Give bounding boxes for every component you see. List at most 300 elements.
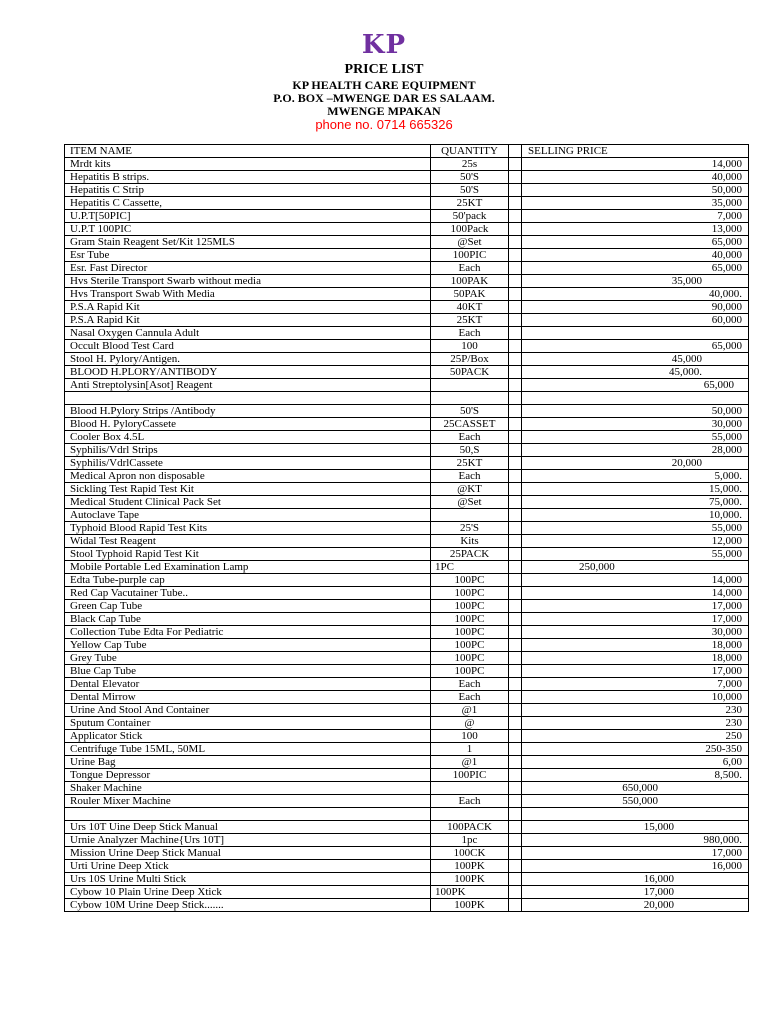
spacer-cell [509, 639, 522, 652]
quantity-cell: @Set [431, 496, 509, 509]
item-name-cell: Urnie Analyzer Machine{Urs 10T] [65, 834, 431, 847]
spacer-cell [509, 340, 522, 353]
selling-price-cell: 17,000 [522, 847, 749, 860]
spacer-cell [509, 522, 522, 535]
quantity-cell: 25KT [431, 314, 509, 327]
item-name-cell: Green Cap Tube [65, 600, 431, 613]
table-row [65, 665, 749, 678]
table-row [65, 236, 749, 249]
quantity-cell: Each [431, 678, 509, 691]
table-row [65, 275, 749, 288]
spacer-cell [509, 704, 522, 717]
item-name-cell: U.P.T 100PIC [65, 223, 431, 236]
quantity-cell [431, 379, 509, 392]
quantity-cell: 50'S [431, 184, 509, 197]
selling-price-cell: 65,000 [522, 236, 749, 249]
quantity-cell: Each [431, 691, 509, 704]
quantity-cell: 25PACK [431, 548, 509, 561]
item-name-cell: Collection Tube Edta For Pediatric [65, 626, 431, 639]
quantity-cell: Each [431, 470, 509, 483]
quantity-cell: 100PC [431, 587, 509, 600]
table-row [65, 899, 749, 912]
selling-price-cell: 35,000 [522, 197, 749, 210]
column-header-spacer [509, 145, 522, 158]
spacer-cell [509, 496, 522, 509]
table-row [65, 223, 749, 236]
selling-price-cell: 50,000 [522, 405, 749, 418]
selling-price-cell: 15,000 [522, 821, 749, 834]
selling-price-cell: 18,000 [522, 652, 749, 665]
quantity-cell: 40KT [431, 301, 509, 314]
item-name-cell: Autoclave Tape [65, 509, 431, 522]
quantity-cell: 1 [431, 743, 509, 756]
table-row [65, 834, 749, 847]
spacer-cell [509, 314, 522, 327]
selling-price-cell: 30,000 [522, 626, 749, 639]
spacer-cell [509, 431, 522, 444]
quantity-cell: 100PC [431, 652, 509, 665]
spacer-cell [509, 171, 522, 184]
spacer-cell [509, 795, 522, 808]
table-row [65, 184, 749, 197]
table-row [65, 639, 749, 652]
item-name-cell: Blue Cap Tube [65, 665, 431, 678]
spacer-cell [509, 665, 522, 678]
spacer-cell [509, 626, 522, 639]
selling-price-cell: 55,000 [522, 431, 749, 444]
table-row [65, 795, 749, 808]
spacer-cell [509, 535, 522, 548]
item-name-cell: Hepatitis C Strip [65, 184, 431, 197]
spacer-cell [509, 509, 522, 522]
selling-price-cell: 250 [522, 730, 749, 743]
spacer-cell [509, 821, 522, 834]
selling-price-cell: 650,000 [522, 782, 749, 795]
quantity-cell: 25CASSET [431, 418, 509, 431]
quantity-cell: 100PC [431, 665, 509, 678]
table-row [65, 522, 749, 535]
kp-logo: KP [361, 30, 407, 60]
spacer-cell [509, 600, 522, 613]
company-name: KP HEALTH CARE EQUIPMENT [292, 78, 476, 92]
spacer-cell [509, 899, 522, 912]
table-header-row [65, 145, 749, 158]
quantity-cell: 100PC [431, 639, 509, 652]
spacer-cell [509, 483, 522, 496]
table-row [65, 353, 749, 366]
table-row [65, 470, 749, 483]
item-name-cell: Gram Stain Reagent Set/Kit 125MLS [65, 236, 431, 249]
item-name-cell: Esr. Fast Director [65, 262, 431, 275]
table-row [65, 847, 749, 860]
quantity-cell: 50,S [431, 444, 509, 457]
selling-price-cell: 60,000 [522, 314, 749, 327]
item-name-cell: Centrifuge Tube 15ML, 50ML [65, 743, 431, 756]
selling-price-cell: 28,000 [522, 444, 749, 457]
spacer-cell [509, 327, 522, 340]
table-row [65, 496, 749, 509]
spacer-cell [509, 236, 522, 249]
column-header-selling-price: SELLING PRICE [522, 145, 749, 158]
selling-price-cell: 65,000 [522, 379, 749, 392]
quantity-cell: 100PC [431, 626, 509, 639]
selling-price-cell: 65,000 [522, 262, 749, 275]
table-row [65, 886, 749, 899]
quantity-cell: @1 [431, 756, 509, 769]
selling-price-cell: 20,000 [522, 899, 749, 912]
spacer-cell [509, 561, 522, 574]
table-row [65, 587, 749, 600]
spacer-cell [509, 613, 522, 626]
table-row [65, 444, 749, 457]
table-row [65, 769, 749, 782]
quantity-cell: 50'S [431, 171, 509, 184]
selling-price-cell: 40,000 [522, 249, 749, 262]
quantity-cell: 25KT [431, 197, 509, 210]
item-name-cell: Dental Elevator [65, 678, 431, 691]
item-name-cell: Widal Test Reagent [65, 535, 431, 548]
spacer-cell [509, 457, 522, 470]
selling-price-cell: 230 [522, 704, 749, 717]
table-row [65, 717, 749, 730]
selling-price-cell: 45,000. [522, 366, 749, 379]
quantity-cell: 1pc [431, 834, 509, 847]
table-row [65, 379, 749, 392]
table-row [65, 821, 749, 834]
quantity-cell: 100PC [431, 613, 509, 626]
item-name-cell: Syphilis/VdrlCassete [65, 457, 431, 470]
table-row [65, 600, 749, 613]
spacer-cell [509, 769, 522, 782]
item-name-cell: Hepatitis C Cassette, [65, 197, 431, 210]
item-name-cell: Cybow 10 Plain Urine Deep Xtick [65, 886, 431, 899]
selling-price-cell: 90,000 [522, 301, 749, 314]
table-row [65, 691, 749, 704]
item-name-cell: Tongue Depressor [65, 769, 431, 782]
table-row [65, 457, 749, 470]
spacer-cell [509, 587, 522, 600]
item-name-cell: Black Cap Tube [65, 613, 431, 626]
item-name-cell: Dental Mirrow [65, 691, 431, 704]
item-name-cell: U.P.T[50PIC] [65, 210, 431, 223]
spacer-cell [509, 158, 522, 171]
quantity-cell: 100PAK [431, 275, 509, 288]
item-name-cell: Hepatitis B strips. [65, 171, 431, 184]
phone-number: phone no. 0714 665326 [315, 117, 453, 132]
spacer-cell [509, 782, 522, 795]
quantity-cell: 100PK [431, 873, 509, 886]
item-name-cell: Stool Typhoid Rapid Test Kit [65, 548, 431, 561]
spacer-cell [509, 574, 522, 587]
item-name-cell: Nasal Oxygen Cannula Adult [65, 327, 431, 340]
selling-price-cell: 40,000. [522, 288, 749, 301]
quantity-cell: Each [431, 795, 509, 808]
table-row [65, 626, 749, 639]
spacer-cell [509, 678, 522, 691]
selling-price-cell: 10,000 [522, 691, 749, 704]
selling-price-cell: 17,000 [522, 886, 749, 899]
item-name-cell: Mrdt kits [65, 158, 431, 171]
quantity-cell: 25s [431, 158, 509, 171]
selling-price-cell: 10,000. [522, 509, 749, 522]
spacer-cell [509, 717, 522, 730]
quantity-cell: Kits [431, 535, 509, 548]
quantity-cell: Each [431, 262, 509, 275]
table-row [65, 366, 749, 379]
table-row [65, 860, 749, 873]
selling-price-cell: 16,000 [522, 873, 749, 886]
table-row [65, 574, 749, 587]
quantity-cell: @ [431, 717, 509, 730]
item-name-cell: Hvs Sterile Transport Swarb without media [65, 275, 431, 288]
spacer-cell [509, 834, 522, 847]
table-row [65, 392, 749, 405]
selling-price-cell: 7,000 [522, 678, 749, 691]
spacer-cell [509, 197, 522, 210]
table-row [65, 171, 749, 184]
spacer-cell [509, 301, 522, 314]
quantity-cell: 100PC [431, 574, 509, 587]
spacer-cell [509, 262, 522, 275]
quantity-cell: @Set [431, 236, 509, 249]
table-row [65, 652, 749, 665]
item-name-cell: Edta Tube-purple cap [65, 574, 431, 587]
selling-price-cell: 13,000 [522, 223, 749, 236]
selling-price-cell: 250-350 [522, 743, 749, 756]
quantity-cell: 100PC [431, 600, 509, 613]
selling-price-cell: 55,000 [522, 548, 749, 561]
spacer-cell [509, 288, 522, 301]
item-name-cell: Applicator Stick [65, 730, 431, 743]
page-title: PRICE LIST [344, 62, 424, 77]
spacer-cell [509, 743, 522, 756]
quantity-cell: 1PC [431, 561, 509, 574]
table-row [65, 249, 749, 262]
item-name-cell [65, 392, 431, 405]
selling-price-cell: 45,000 [522, 353, 749, 366]
item-name-cell: Shaker Machine [65, 782, 431, 795]
quantity-cell: 25KT [431, 457, 509, 470]
spacer-cell [509, 873, 522, 886]
selling-price-cell: 12,000 [522, 535, 749, 548]
table-row [65, 743, 749, 756]
item-name-cell: Sputum Container [65, 717, 431, 730]
spacer-cell [509, 405, 522, 418]
spacer-cell [509, 366, 522, 379]
item-name-cell: Yellow Cap Tube [65, 639, 431, 652]
table-row [65, 613, 749, 626]
item-name-cell: Sickling Test Rapid Test Kit [65, 483, 431, 496]
spacer-cell [509, 249, 522, 262]
item-name-cell: P.S.A Rapid Kit [65, 314, 431, 327]
selling-price-cell: 550,000 [522, 795, 749, 808]
spacer-cell [509, 379, 522, 392]
selling-price-cell [522, 392, 749, 405]
item-name-cell: Stool H. Pylory/Antigen. [65, 353, 431, 366]
item-name-cell: Mission Urine Deep Stick Manual [65, 847, 431, 860]
selling-price-cell [522, 327, 749, 340]
quantity-cell: @KT [431, 483, 509, 496]
table-row [65, 158, 749, 171]
spacer-cell [509, 808, 522, 821]
spacer-cell [509, 275, 522, 288]
spacer-cell [509, 691, 522, 704]
selling-price-cell: 75,000. [522, 496, 749, 509]
table-row [65, 301, 749, 314]
item-name-cell: Rouler Mixer Machine [65, 795, 431, 808]
item-name-cell: Medical Apron non disposable [65, 470, 431, 483]
table-row [65, 548, 749, 561]
selling-price-cell: 17,000 [522, 600, 749, 613]
selling-price-cell: 17,000 [522, 665, 749, 678]
quantity-cell: Each [431, 327, 509, 340]
quantity-cell [431, 782, 509, 795]
quantity-cell: 25'S [431, 522, 509, 535]
table-row [65, 483, 749, 496]
table-row [65, 327, 749, 340]
price-table [64, 144, 749, 912]
selling-price-cell: 40,000 [522, 171, 749, 184]
quantity-cell: 100Pack [431, 223, 509, 236]
spacer-cell [509, 210, 522, 223]
selling-price-cell: 17,000 [522, 613, 749, 626]
spacer-cell [509, 756, 522, 769]
item-name-cell: P.S.A Rapid Kit [65, 301, 431, 314]
item-name-cell: Urs 10S Urine Multi Stick [65, 873, 431, 886]
table-row [65, 756, 749, 769]
table-row [65, 197, 749, 210]
selling-price-cell: 30,000 [522, 418, 749, 431]
selling-price-cell: 20,000 [522, 457, 749, 470]
table-row [65, 262, 749, 275]
item-name-cell: Urine Bag [65, 756, 431, 769]
table-row [65, 340, 749, 353]
quantity-cell: 100 [431, 340, 509, 353]
spacer-cell [509, 223, 522, 236]
selling-price-cell: 7,000 [522, 210, 749, 223]
company-area: MWENGE MPAKAN [327, 104, 441, 118]
spacer-cell [509, 652, 522, 665]
item-name-cell: Red Cap Vacutainer Tube.. [65, 587, 431, 600]
item-name-cell: Cooler Box 4.5L [65, 431, 431, 444]
selling-price-cell: 230 [522, 717, 749, 730]
quantity-cell: 25P/Box [431, 353, 509, 366]
column-header-quantity: QUANTITY [431, 145, 509, 158]
quantity-cell: 50PACK [431, 366, 509, 379]
item-name-cell: Urs 10T Uine Deep Stick Manual [65, 821, 431, 834]
quantity-cell: 100 [431, 730, 509, 743]
item-name-cell: Cybow 10M Urine Deep Stick....... [65, 899, 431, 912]
quantity-cell [431, 808, 509, 821]
table-row [65, 561, 749, 574]
quantity-cell: 100PIC [431, 769, 509, 782]
table-row [65, 210, 749, 223]
company-address: P.O. BOX –MWENGE DAR ES SALAAM. [273, 91, 495, 105]
table-row [65, 873, 749, 886]
table-row [65, 730, 749, 743]
item-name-cell: Blood H. PyloryCassete [65, 418, 431, 431]
column-header-item-name: ITEM NAME [65, 145, 431, 158]
item-name-cell: Grey Tube [65, 652, 431, 665]
item-name-cell: Occult Blood Test Card [65, 340, 431, 353]
selling-price-cell: 18,000 [522, 639, 749, 652]
item-name-cell [65, 808, 431, 821]
table-row [65, 782, 749, 795]
quantity-cell: 50'pack [431, 210, 509, 223]
spacer-cell [509, 353, 522, 366]
selling-price-cell: 50,000 [522, 184, 749, 197]
selling-price-cell: 16,000 [522, 860, 749, 873]
spacer-cell [509, 184, 522, 197]
quantity-cell: 100PK [431, 886, 509, 899]
item-name-cell: Esr Tube [65, 249, 431, 262]
table-row [65, 704, 749, 717]
item-name-cell: Urti Urine Deep Xtick [65, 860, 431, 873]
quantity-cell: 100PIC [431, 249, 509, 262]
spacer-cell [509, 847, 522, 860]
selling-price-cell: 35,000 [522, 275, 749, 288]
table-row [65, 431, 749, 444]
item-name-cell: Typhoid Blood Rapid Test Kits [65, 522, 431, 535]
spacer-cell [509, 860, 522, 873]
selling-price-cell: 14,000 [522, 587, 749, 600]
selling-price-cell: 6,00 [522, 756, 749, 769]
table-row [65, 808, 749, 821]
quantity-cell [431, 509, 509, 522]
spacer-cell [509, 444, 522, 457]
quantity-cell [431, 392, 509, 405]
table-row [65, 405, 749, 418]
item-name-cell: Syphilis/Vdrl Strips [65, 444, 431, 457]
item-name-cell: BLOOD H.PLORY/ANTIBODY [65, 366, 431, 379]
spacer-cell [509, 548, 522, 561]
selling-price-cell: 5,000. [522, 470, 749, 483]
item-name-cell: Hvs Transport Swab With Media [65, 288, 431, 301]
selling-price-cell: 55,000 [522, 522, 749, 535]
selling-price-cell: 14,000 [522, 158, 749, 171]
quantity-cell: 100PK [431, 860, 509, 873]
spacer-cell [509, 392, 522, 405]
selling-price-cell: 8,500. [522, 769, 749, 782]
quantity-cell: @1 [431, 704, 509, 717]
quantity-cell: 100CK [431, 847, 509, 860]
quantity-cell: 50PAK [431, 288, 509, 301]
spacer-cell [509, 886, 522, 899]
selling-price-cell: 65,000 [522, 340, 749, 353]
item-name-cell: Medical Student Clinical Pack Set [65, 496, 431, 509]
table-row [65, 314, 749, 327]
selling-price-cell: 14,000 [522, 574, 749, 587]
selling-price-cell: 980,000. [522, 834, 749, 847]
table-row [65, 418, 749, 431]
spacer-cell [509, 470, 522, 483]
quantity-cell: 100PK [431, 899, 509, 912]
item-name-cell: Urine And Stool And Container [65, 704, 431, 717]
table-row [65, 535, 749, 548]
quantity-cell: Each [431, 431, 509, 444]
quantity-cell: 50'S [431, 405, 509, 418]
quantity-cell: 100PACK [431, 821, 509, 834]
table-row [65, 678, 749, 691]
selling-price-cell: 15,000. [522, 483, 749, 496]
selling-price-cell: 250,000 [522, 561, 749, 574]
item-name-cell: Blood H.Pylory Strips /Antibody [65, 405, 431, 418]
table-row [65, 509, 749, 522]
table-row [65, 288, 749, 301]
spacer-cell [509, 418, 522, 431]
item-name-cell: Mobile Portable Led Examination Lamp [65, 561, 431, 574]
item-name-cell: Anti Streptolysin[Asot] Reagent [65, 379, 431, 392]
